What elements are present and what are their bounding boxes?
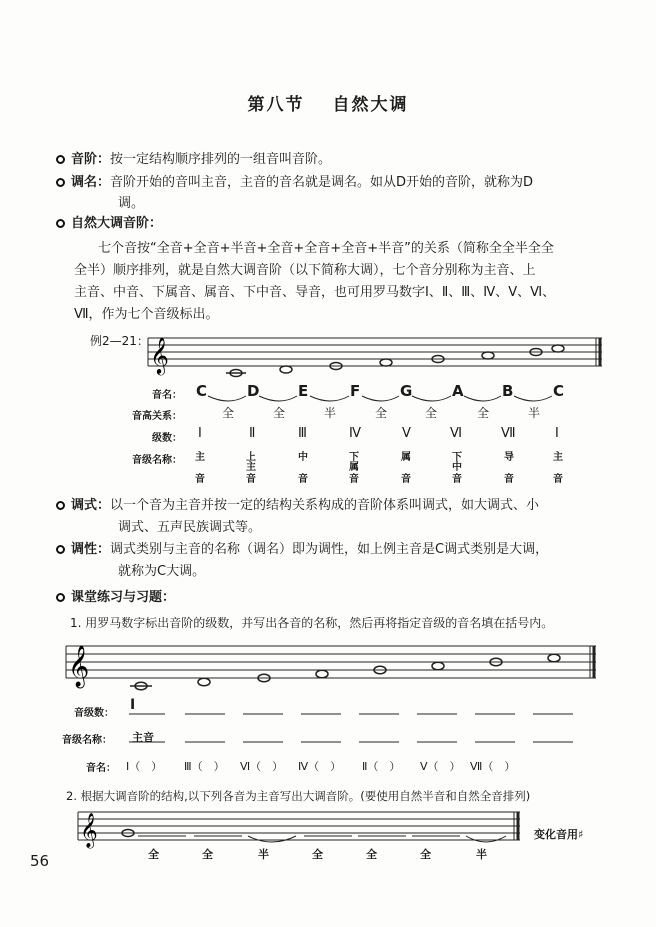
bullet-icon xyxy=(56,219,65,228)
ex1-label-degree: 音级数： xyxy=(74,708,114,719)
bullet-icon xyxy=(56,545,65,554)
exercise-2-text: 2. 根据大调音阶的结构,以下列各音为主音写出大调音阶。(要使用自然半音和自然全音排列) xyxy=(66,789,531,803)
ex1-answer-degree: Ⅰ xyxy=(130,697,136,713)
note-head xyxy=(548,654,560,662)
ex2-side-label: 变化音用♯ xyxy=(534,828,584,841)
exercise-2-staff xyxy=(76,808,526,854)
label-note-names: 音名： xyxy=(152,390,182,401)
bullet-icon xyxy=(56,155,65,164)
note-name: C xyxy=(553,382,565,400)
exercise-1-staff xyxy=(64,640,604,692)
ex1-label-degree-name: 音级名称： xyxy=(62,735,112,746)
treble-clef-icon: 𝄞 xyxy=(80,813,98,848)
page-title xyxy=(0,90,656,115)
paragraph-line-4: Ⅶ，作为七个音级标出。 xyxy=(74,307,219,322)
section-number: 第八节 xyxy=(247,95,305,115)
label-degree-name: 音级名称： xyxy=(132,455,182,466)
ex1-label-names: 音名： xyxy=(86,763,116,774)
note-head xyxy=(198,678,210,686)
note-head xyxy=(432,662,444,670)
note-name: C xyxy=(196,382,208,400)
treble-clef-icon: 𝄞 xyxy=(150,336,169,374)
definition-tonality-cont: 就称为C大调。 xyxy=(118,564,206,579)
definition-natural-major: 自然大调音阶： xyxy=(56,214,162,233)
bullet-icon xyxy=(56,178,65,187)
label-relation: 音高关系： xyxy=(132,411,182,422)
page-number: 56 xyxy=(30,852,50,870)
note-name: G xyxy=(400,382,413,400)
note-name: F xyxy=(350,382,361,400)
ex1-answer-name: 主音 xyxy=(132,731,154,744)
note-head xyxy=(482,352,494,359)
treble-clef-icon: 𝄞 xyxy=(68,646,90,687)
answer-lines xyxy=(125,700,585,760)
definition-mode: 调式：以一个音为主音并按一定的结构关系构成的音阶体系叫调式，如大调式、小 xyxy=(56,496,539,515)
paragraph-line-3: 主音、中音、下属音、属音、下中音、导音，也可用罗马数字Ⅰ、Ⅱ、Ⅲ、Ⅳ、Ⅴ、Ⅵ、 xyxy=(74,285,556,300)
definition-scale: 音阶：按一定结构顺序排列的一组音叫音阶。 xyxy=(56,150,331,169)
definition-mode-cont: 调式、五声民族调式等。 xyxy=(118,520,262,535)
bullet-icon xyxy=(56,593,65,602)
label-degree: 级数： xyxy=(152,433,182,444)
example-label: 例2—21： xyxy=(90,334,149,348)
definition-key-name: 调名：音阶开始的音叫主音，主音的音名就是调名。如从D开始的音阶，就称为D xyxy=(56,173,533,192)
note-name: D xyxy=(247,382,260,400)
example-staff xyxy=(146,332,616,380)
note-head xyxy=(316,670,328,678)
note-name: A xyxy=(452,382,464,400)
paragraph-line-1: 七个音按“全音+全音+半音+全音+全音+全音+半音”的关系（简称全全半全全 xyxy=(98,241,554,256)
section-name: 自然大调 xyxy=(332,95,409,115)
exercise-heading: 课堂练习与习题： xyxy=(56,588,175,607)
bullet-icon xyxy=(56,501,65,510)
definition-tonality: 调性：调式类别与主音的名称（调名）即为调性，如上例主音是C调式类别是大调， xyxy=(56,540,548,559)
exercise-1-text: 1. 用罗马数字标出音阶的级数，并写出各音的名称，然后再将指定音级的音名填在括号内。 xyxy=(70,616,554,630)
paragraph-line-2: 全半）顺序排列，就是自然大调音阶（以下简称大调），七个音分别称为主音、上 xyxy=(74,263,536,278)
note-head xyxy=(552,345,564,352)
definition-key-name-cont: 调。 xyxy=(118,196,145,211)
note-head xyxy=(280,366,292,373)
note-name: B xyxy=(502,382,514,400)
note-head xyxy=(380,359,392,366)
note-name: E xyxy=(298,382,309,400)
